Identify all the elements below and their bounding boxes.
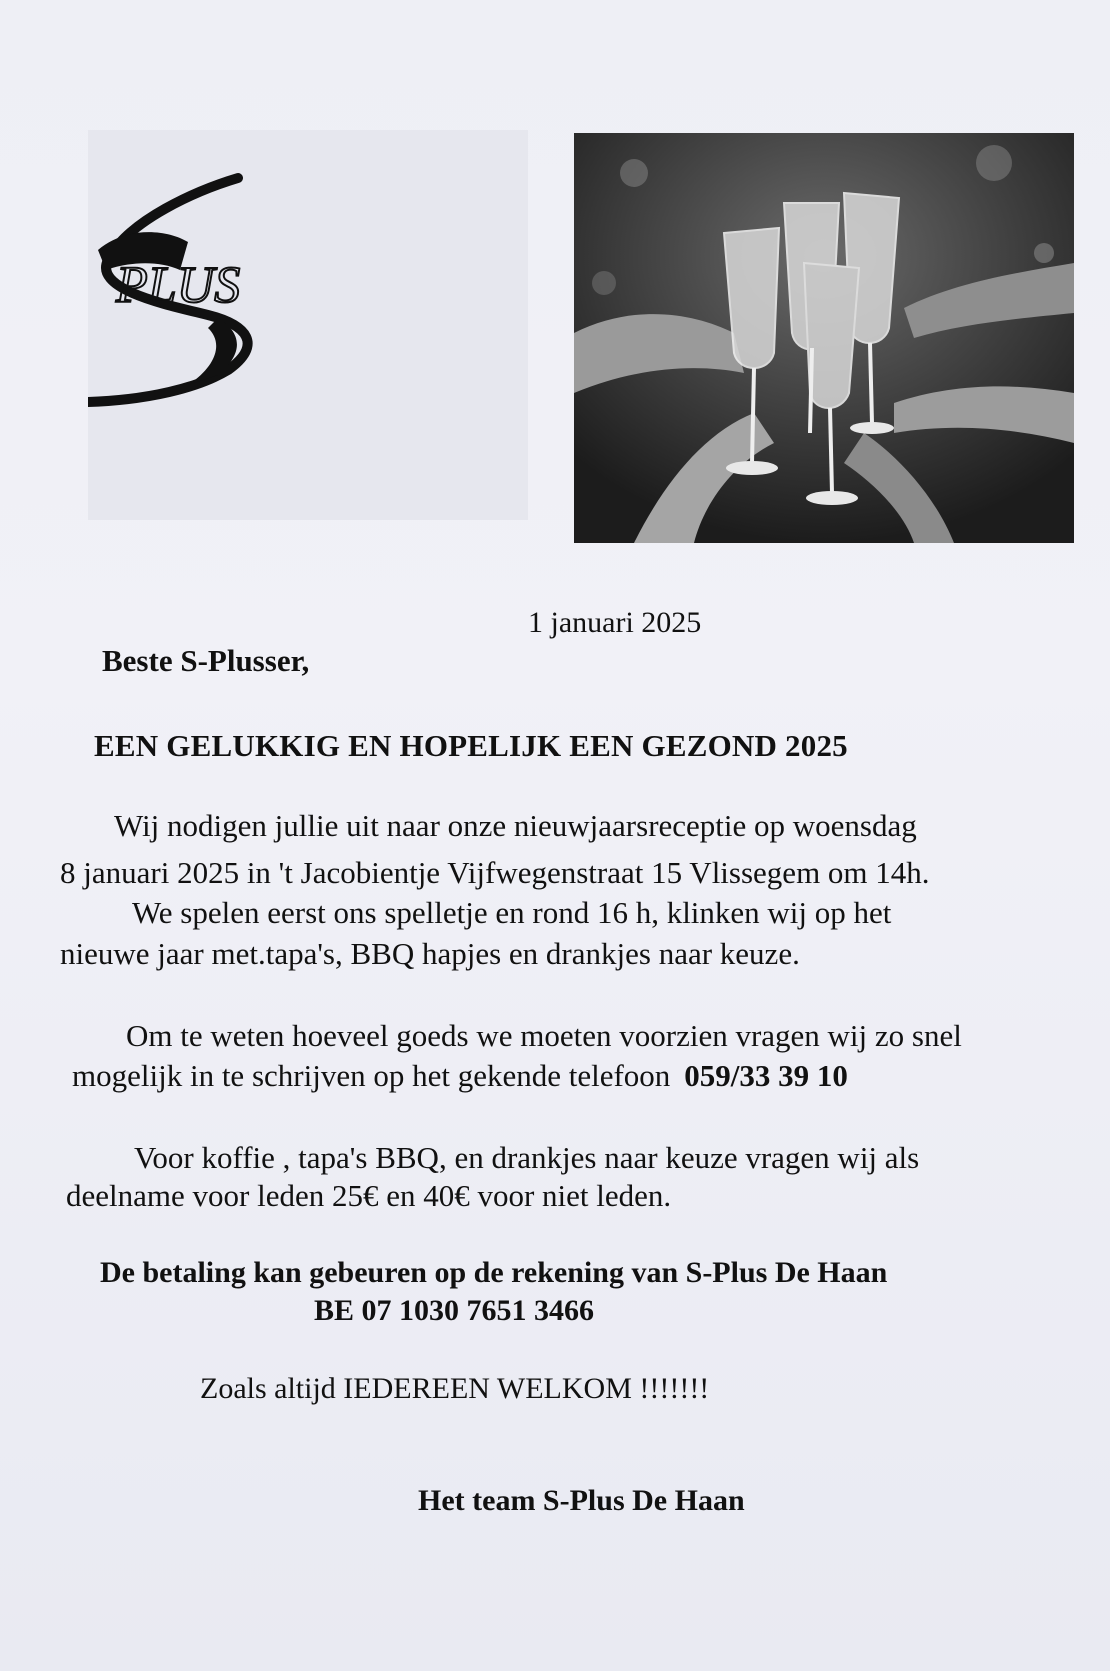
headline: EEN GELUKKIG EN HOPELIJK EEN GEZOND 2025 [94, 728, 848, 763]
welcome-text: Zoals altijd IEDEREEN WELKOM !!!!!!! [200, 1372, 710, 1405]
letter-date: 1 januari 2025 [528, 606, 702, 639]
registration-line-1: Om te weten hoeveel goeds we moeten voorzien vragen wij zo snel [126, 1018, 962, 1053]
signature: Het team S-Plus De Haan [418, 1484, 745, 1517]
phone-number: 059/33 39 10 [684, 1058, 848, 1093]
invitation-line-3: We spelen eerst ons spelletje en rond 16 h, klinken wij op het [132, 895, 892, 930]
registration-text: mogelijk in te schrijven op het gekende telefoon [72, 1058, 671, 1093]
invitation-line-4: nieuwe jaar met.tapa's, BBQ hapjes en drankjes naar keuze. [60, 936, 800, 971]
s-plus-logo [88, 130, 528, 520]
greeting: Beste S-Plusser, [102, 643, 310, 678]
fee-line-2: deelname voor leden 25€ en 40€ voor niet leden. [66, 1178, 672, 1213]
invitation-line-1: Wij nodigen jullie uit naar onze nieuwjaarsreceptie op woensdag [114, 808, 917, 843]
bank-account: BE 07 1030 7651 3466 [314, 1294, 595, 1327]
invitation-line-2: 8 januari 2025 in 't Jacobientje Vijfwegenstraat 15 Vlissegem om 14h. [60, 855, 930, 890]
toast-photo [574, 133, 1074, 543]
fee-line-1: Voor koffie , tapa's BBQ, en drankjes naar keuze vragen wij als [134, 1140, 920, 1175]
payment-line: De betaling kan gebeuren op de rekening van S-Plus De Haan [100, 1256, 888, 1289]
logo-text: PLUS [116, 257, 241, 314]
s-plus-logo-mark [88, 130, 528, 520]
registration-line-2 [72, 1058, 848, 1094]
